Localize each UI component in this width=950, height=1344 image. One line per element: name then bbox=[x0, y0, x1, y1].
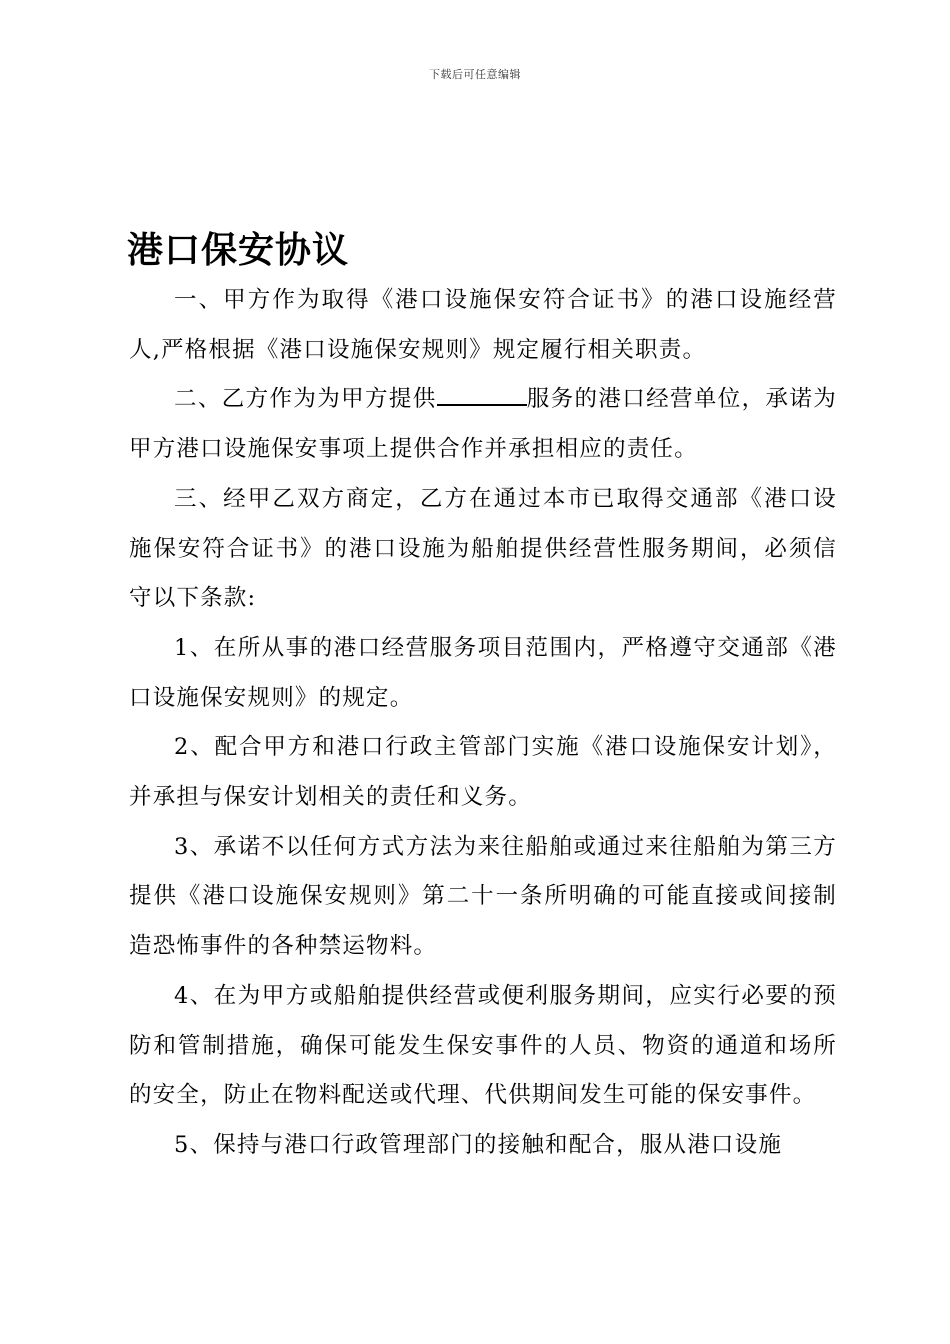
document-title: 港口保安协议 bbox=[127, 229, 350, 271]
paragraph-text: 5、保持与港口行政管理部门的接触和配合，服从港口设施 bbox=[174, 1131, 783, 1158]
paragraph-text: 三、经甲乙双方商定，乙方在通过本市已取得交通部《港口设施保安符合证书》的港口设施为船舶提供经营性服务期间，必须信守以下条款: bbox=[129, 485, 837, 612]
paragraph-text: 4、在为甲方或船舶提供经营或便利服务期间，应实行必要的预防和管制措施，确保可能发生保安事件的人员、物资的通道和场所的安全，防止在物料配送或代理、代供期间发生可能的保安事件。 bbox=[129, 982, 837, 1109]
paragraph-item-2 bbox=[129, 723, 837, 822]
document-body bbox=[129, 276, 837, 1171]
paragraph-clause-1 bbox=[129, 276, 837, 375]
paragraph-clause-2 bbox=[129, 375, 837, 474]
paragraph-text: 1、在所从事的港口经营服务项目范围内，严格遵守交通部《港口设施保安规则》的规定。 bbox=[129, 634, 837, 711]
paragraph-item-5 bbox=[129, 1121, 837, 1171]
paragraph-item-4 bbox=[129, 972, 837, 1121]
paragraph-clause-3 bbox=[129, 475, 837, 624]
paragraph-text: 一、甲方作为取得《港口设施保安符合证书》的港口设施经营人,严格根据《港口设施保安规则》规定履行相关职责。 bbox=[129, 287, 837, 363]
paragraph-item-3 bbox=[129, 823, 837, 972]
header-note: 下载后可任意编辑 bbox=[429, 68, 521, 81]
paragraph-text: 二、乙方作为为甲方提供 bbox=[174, 386, 437, 413]
paragraph-item-1 bbox=[129, 624, 837, 723]
fill-in-blank[interactable] bbox=[437, 404, 527, 406]
paragraph-text: 2、配合甲方和港口行政主管部门实施《港口设施保安计划》，并承担与保安计划相关的责任和义务。 bbox=[129, 734, 837, 811]
paragraph-text: 3、承诺不以任何方式方法为来往船舶或通过来往船舶为第三方提供《港口设施保安规则》第二十一条所明确的可能直接或间接制造恐怖事件的各种禁运物料。 bbox=[129, 833, 837, 960]
paragraph-text: 服务的港口经营单位，承诺为甲方港口设施保安事项上提供合作并承担相应的责任。 bbox=[129, 386, 837, 463]
